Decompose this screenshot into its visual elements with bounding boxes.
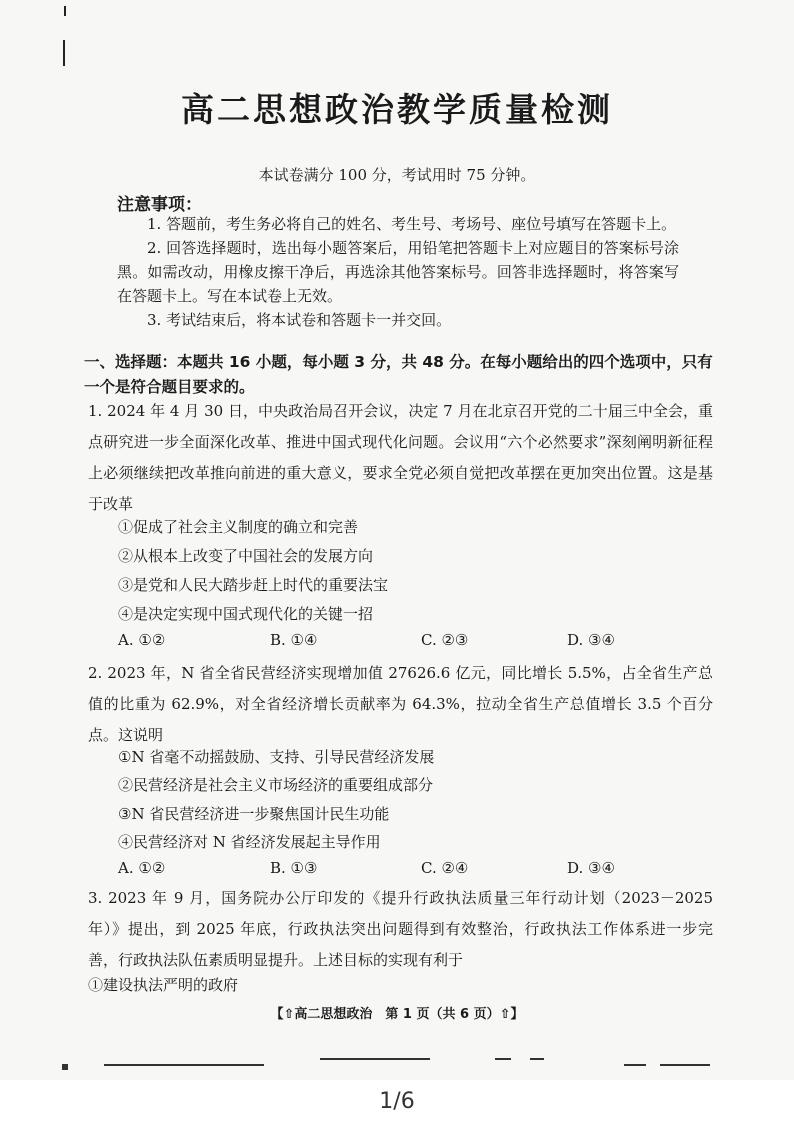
question-2-statement: ②民营经济是社会主义市场经济的重要组成部分 <box>118 776 434 794</box>
section-heading: 一、选择题：本题共 16 小题，每小题 3 分，共 48 分。在每小题给出的四个选项中，只有一个是符合题目要求的。 <box>84 353 713 396</box>
option-c[interactable]: C. ②③ <box>421 631 469 649</box>
question-2-statement: ①N 省毫不动摇鼓励、支持、引导民营经济发展 <box>118 748 435 766</box>
exam-subtitle: 本试卷满分 100 分，考试用时 75 分钟。 <box>258 166 536 184</box>
question-1-stem: 1. 2024 年 4 月 30 日，中央政治局召开会议，决定 7 月在北京召开党的二十届三中全会，重点研究进一步全面深化改革、推进中国式现代化问题。会议用“六个必然要求”深刻阐明新征程上必须继续把改革推向前进的重大意义，要求全党必须自觉把改革摆在更加突出位置。这是基于改革 <box>88 402 713 513</box>
notes-item-2: 2. 回答选择题时，选出每小题答案后，用铅笔把答题卡上对应题目的答案标号涂黑。如需改动，用橡皮擦干净后，再选涂其他答案标号。回答非选择题时，将答案写在答题卡上。写在本试卷上无效。 <box>117 239 679 305</box>
scan-edge-line <box>624 1064 646 1066</box>
option-d[interactable]: D. ③④ <box>567 631 615 649</box>
question-1-statement: ①促成了社会主义制度的确立和完善 <box>118 518 359 536</box>
option-b[interactable]: B. ①③ <box>270 859 318 877</box>
question-2-statement: ③N 省民营经济进一步聚焦国计民生功能 <box>118 805 390 823</box>
question-2-stem: 2. 2023 年，N 省全省民营经济实现增加值 27626.6 亿元，同比增长 5.5%，占全省生产总值的比重为 62.9%，对全省经济增长贡献率为 64.3%，拉动全省生产总值增长 3.5 个百分点。这说明 <box>88 664 713 744</box>
exam-title: 高二思想政治教学质量检测 <box>181 90 613 129</box>
question-2-statement: ④民营经济对 N 省经济发展起主导作用 <box>118 833 381 851</box>
option-c[interactable]: C. ②④ <box>421 859 469 877</box>
scan-edge-mark <box>63 40 65 66</box>
page-indicator: 1/6 <box>379 1089 415 1114</box>
option-d[interactable]: D. ③④ <box>567 859 615 877</box>
scan-edge-line <box>495 1058 511 1060</box>
option-b[interactable]: B. ①④ <box>270 631 318 649</box>
scan-edge-line <box>660 1064 710 1066</box>
question-1-statement: ②从根本上改变了中国社会的发展方向 <box>118 547 374 565</box>
page-footer: 【⇧高二思想政治 第 1 页（共 6 页）⇧】 <box>270 1007 524 1022</box>
question-1-statement: ④是决定实现中国式现代化的关键一招 <box>118 605 374 623</box>
option-a[interactable]: A. ①② <box>118 631 166 649</box>
question-3-statement: ①建设执法严明的政府 <box>88 976 239 994</box>
scan-edge-line <box>320 1058 430 1060</box>
notes-item-1: 1. 答题前，考生务必将自己的姓名、考生号、考场号、座位号填写在答题卡上。 <box>147 215 677 233</box>
scan-edge-line <box>62 1064 68 1070</box>
question-3-stem: 3. 2023 年 9 月，国务院办公厅印发的《提升行政执法质量三年行动计划（2023－2025 年）》提出，到 2025 年底，行政执法突出问题得到有效整治，行政执法工作体系进一步完善，行政执法队伍素质明显提升。上述目标的实现有利于 <box>88 889 713 969</box>
option-a[interactable]: A. ①② <box>118 859 166 877</box>
scan-edge-line <box>530 1058 544 1060</box>
scan-edge-line <box>104 1064 264 1066</box>
question-1-statement: ③是党和人民大踏步赶上时代的重要法宝 <box>118 576 389 594</box>
notes-item-3: 3. 考试结束后，将本试卷和答题卡一并交回。 <box>147 311 452 329</box>
notes-heading: 注意事项： <box>117 195 202 215</box>
scan-edge-mark <box>64 6 66 16</box>
